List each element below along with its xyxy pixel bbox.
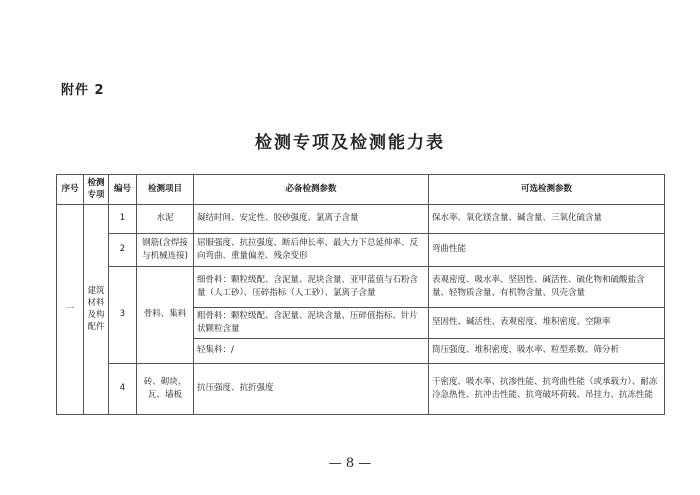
table-row bbox=[57, 233, 665, 266]
group-category: 建筑材料及构配件 bbox=[84, 204, 109, 414]
attachment-label: 附件 2 bbox=[61, 83, 105, 98]
row-num: 4 bbox=[109, 363, 137, 414]
table-row bbox=[57, 266, 665, 307]
page-number: — 8 — bbox=[328, 456, 372, 471]
header-optional: 可选检测参数 bbox=[429, 175, 665, 205]
row-optional: 坚固性、碱活性、表观密度、堆积密度、空隙率 bbox=[429, 307, 665, 338]
row-num: 1 bbox=[109, 204, 137, 233]
row-optional: 筒压强度、堆积密度、吸水率、粒型系数、筛分析 bbox=[429, 338, 665, 363]
row-optional: 弯曲性能 bbox=[429, 233, 665, 266]
row-required: 屈服强度、抗拉强度、断后伸长率、最大力下总延伸率、反向弯曲、重量偏差、残余变形 bbox=[194, 233, 429, 266]
row-optional: 保水率、氧化镁含量、碱含量、三氧化硫含量 bbox=[429, 204, 665, 233]
header-category: 检测专项 bbox=[84, 175, 109, 205]
row-num: 3 bbox=[109, 266, 137, 363]
header-num: 编号 bbox=[109, 175, 137, 205]
row-required: 轻集料：/ bbox=[194, 338, 429, 363]
header-item: 检测项目 bbox=[137, 175, 194, 205]
row-item: 骨料、集料 bbox=[137, 266, 194, 363]
group-seq: 一 bbox=[57, 204, 84, 414]
row-optional: 表观密度、吸水率、坚固性、碱活性、硫化物和硫酸盐含量、轻物质含量、有机物含量、贝壳含量 bbox=[429, 266, 665, 307]
row-num: 2 bbox=[109, 233, 137, 266]
table-row bbox=[57, 204, 665, 233]
header-required: 必备检测参数 bbox=[194, 175, 429, 205]
row-optional: 干密度、吸水率、抗渗性能、抗弯曲性能（或承载力）、耐冻冷急热性、抗冲击性能、抗弯破坏荷载、吊挂力、抗冻性能 bbox=[429, 363, 665, 414]
row-item: 水泥 bbox=[137, 204, 194, 233]
table-row bbox=[57, 363, 665, 414]
table-header-row bbox=[57, 175, 665, 205]
capability-table bbox=[56, 174, 665, 415]
page-title: 检测专项及检测能力表 bbox=[255, 133, 445, 153]
row-required: 抗压强度、抗折强度 bbox=[194, 363, 429, 414]
row-item: 钢筋(含焊接与机械连接) bbox=[137, 233, 194, 266]
row-item: 砖、砌块、瓦、墙板 bbox=[137, 363, 194, 414]
row-required: 凝结时间、安定性、胶砂强度、氯离子含量 bbox=[194, 204, 429, 233]
row-required: 粗骨料：颗粒级配、含泥量、泥块含量、压碎值指标、针片状颗粒含量 bbox=[194, 307, 429, 338]
header-seq: 序号 bbox=[57, 175, 84, 205]
row-required: 细骨料：颗粒级配、含泥量、泥块含量、亚甲蓝值与石粉含量（人工砂）、压碎指标（人工砂）、氯离子含量 bbox=[194, 266, 429, 307]
